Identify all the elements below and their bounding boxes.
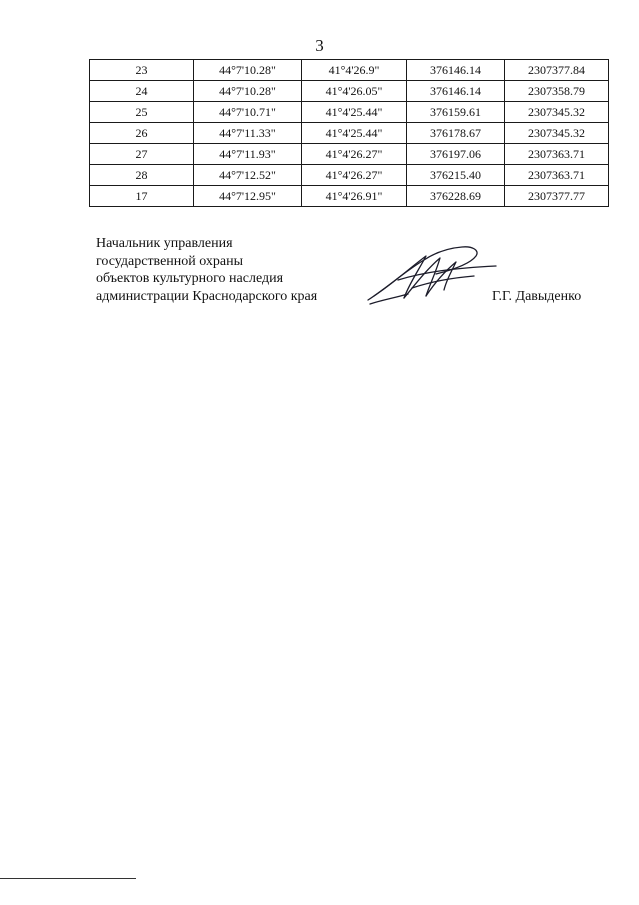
y-coordinate-cell: 2307377.84	[505, 60, 609, 81]
latitude-cell: 44°7'10.28"	[194, 81, 302, 102]
latitude-cell: 44°7'12.95"	[194, 186, 302, 207]
longitude-cell: 41°4'25.44"	[302, 102, 407, 123]
y-coordinate-cell: 2307345.32	[505, 123, 609, 144]
handwritten-signature	[364, 244, 504, 312]
x-coordinate-cell: 376159.61	[407, 102, 505, 123]
longitude-cell: 41°4'26.05"	[302, 81, 407, 102]
x-coordinate-cell: 376215.40	[407, 165, 505, 186]
y-coordinate-cell: 2307363.71	[505, 165, 609, 186]
x-coordinate-cell: 376197.06	[407, 144, 505, 165]
latitude-cell: 44°7'12.52"	[194, 165, 302, 186]
table-row	[90, 102, 609, 123]
latitude-cell: 44°7'10.71"	[194, 102, 302, 123]
table-row	[90, 123, 609, 144]
y-coordinate-cell: 2307345.32	[505, 102, 609, 123]
position-line: объектов культурного наследия	[96, 271, 284, 286]
x-coordinate-cell: 376146.14	[407, 81, 505, 102]
position-line: государственной охраны	[96, 253, 244, 269]
latitude-cell: 44°7'11.33"	[194, 123, 302, 144]
y-coordinate-cell: 2307363.71	[505, 144, 609, 165]
point-number-cell: 27	[90, 144, 194, 165]
page-number: 3	[315, 36, 324, 55]
position-line: администрации Краснодарского края	[96, 288, 318, 304]
x-coordinate-cell: 376178.67	[407, 123, 505, 144]
point-number-cell: 25	[90, 102, 194, 123]
longitude-cell: 41°4'26.9"	[302, 60, 407, 81]
point-number-cell: 24	[90, 81, 194, 102]
longitude-cell: 41°4'25.44"	[302, 123, 407, 144]
y-coordinate-cell: 2307358.79	[505, 81, 609, 102]
point-number-cell: 23	[90, 60, 194, 81]
signer-position	[96, 235, 317, 305]
footer-divider	[0, 878, 136, 879]
signer-name: Г.Г. Давыденко	[492, 289, 582, 304]
x-coordinate-cell: 376146.14	[407, 60, 505, 81]
longitude-cell: 41°4'26.27"	[302, 165, 407, 186]
table-row	[90, 165, 609, 186]
table-row	[90, 60, 609, 81]
table-row	[90, 144, 609, 165]
point-number-cell: 26	[90, 123, 194, 144]
point-number-cell: 28	[90, 165, 194, 186]
table-row	[90, 186, 609, 207]
coordinates-table	[89, 59, 609, 207]
longitude-cell: 41°4'26.27"	[302, 144, 407, 165]
latitude-cell: 44°7'11.93"	[194, 144, 302, 165]
longitude-cell: 41°4'26.91"	[302, 186, 407, 207]
y-coordinate-cell: 2307377.77	[505, 186, 609, 207]
point-number-cell: 17	[90, 186, 194, 207]
latitude-cell: 44°7'10.28"	[194, 60, 302, 81]
position-line: Начальник управления	[96, 236, 233, 251]
x-coordinate-cell: 376228.69	[407, 186, 505, 207]
table-row	[90, 81, 609, 102]
